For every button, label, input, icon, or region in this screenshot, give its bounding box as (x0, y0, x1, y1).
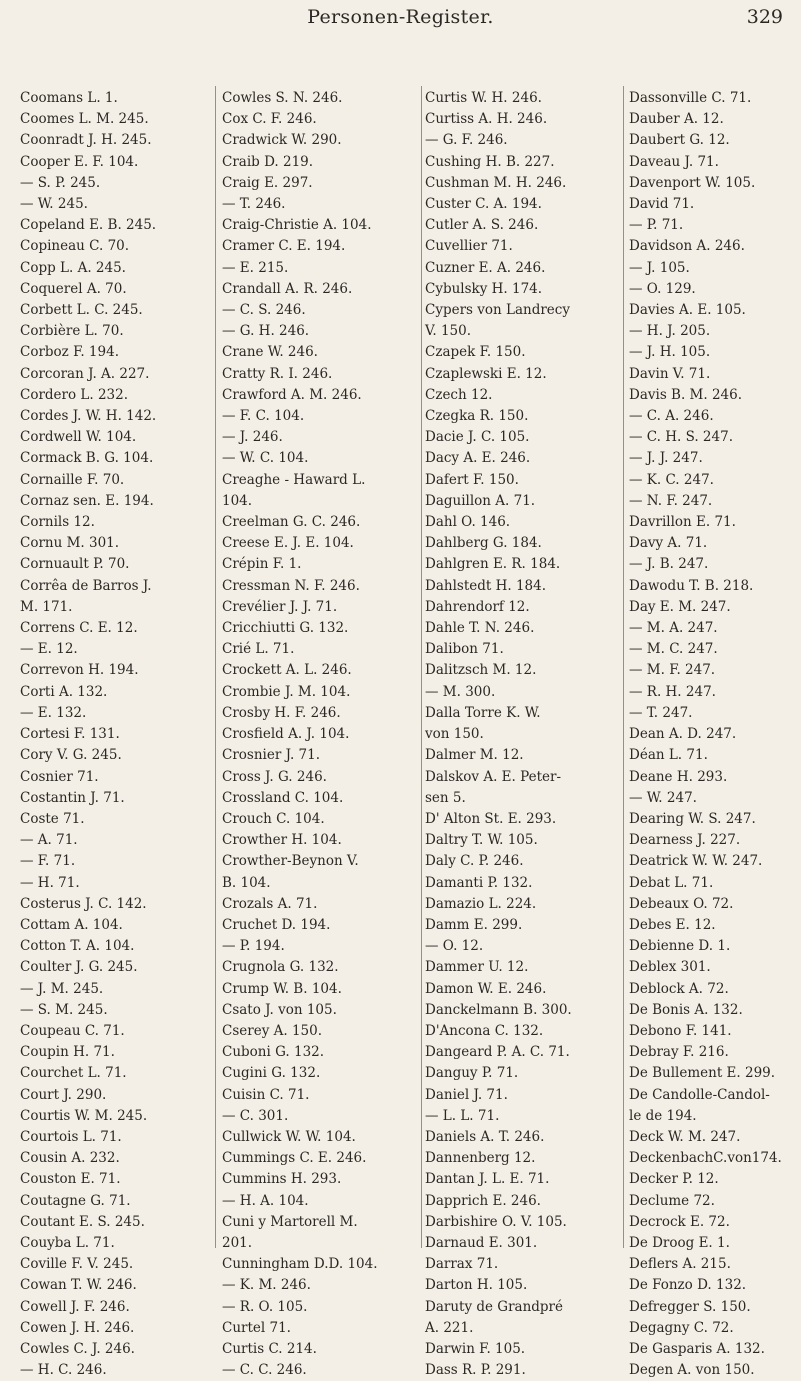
index-entry: Darbishire O. V. 105. (425, 1213, 567, 1230)
index-entry: Creelman G. C. 246. (222, 514, 361, 531)
index-entry: M. 171. (20, 598, 73, 615)
index-column-1 (20, 88, 156, 1381)
index-entry: Couyba L. 71. (20, 1234, 115, 1251)
index-entry: Crockett A. L. 246. (222, 662, 352, 679)
index-entry: — P. 194. (222, 938, 285, 955)
index-entry: — L. L. 71. (425, 1107, 500, 1124)
index-entry: — C. A. 246. (629, 408, 714, 425)
index-entry: Dapprich E. 246. (425, 1192, 541, 1209)
index-entry: — J. B. 247. (629, 556, 709, 573)
index-entry: sen 5. (425, 789, 466, 806)
index-entry: Decker P. 12. (629, 1171, 719, 1188)
index-entry: Cowan T. W. 246. (20, 1277, 137, 1294)
index-entry: Cornuault P. 70. (20, 556, 130, 573)
index-entry: Dacy A. E. 246. (425, 450, 531, 467)
index-entry: Czaplewski E. 12. (425, 365, 547, 382)
index-entry: Daly C. P. 246. (425, 853, 524, 870)
index-entry: Coutagne G. 71. (20, 1192, 131, 1209)
index-entry: Crane W. 246. (222, 344, 318, 361)
index-entry: — C. S. 246. (222, 302, 306, 319)
index-entry: Dawodu T. B. 218. (629, 577, 754, 594)
index-entry: Dantan J. L. E. 71. (425, 1171, 550, 1188)
index-entry: Crosnier J. 71. (222, 747, 321, 764)
index-entry: Cordwell W. 104. (20, 429, 137, 446)
index-entry: Czegka R. 150. (425, 408, 529, 425)
index-entry: Courtois L. 71. (20, 1128, 122, 1145)
index-entry: Daveau J. 71. (629, 153, 719, 170)
index-entry: 201. (222, 1234, 253, 1251)
index-entry: — M. 300. (425, 683, 496, 700)
index-entry: Cummins H. 293. (222, 1171, 342, 1188)
index-entry: — H. J. 205. (629, 323, 711, 340)
index-entry: Dauber A. 12. (629, 111, 724, 128)
index-entry: Cruchet D. 194. (222, 916, 331, 933)
index-entry: Copp L. A. 245. (20, 259, 126, 276)
index-entry: Corbière L. 70. (20, 323, 124, 340)
index-entry: Damazio L. 224. (425, 895, 537, 912)
index-entry: — T. 247. (629, 704, 693, 721)
index-entry: Cooper E. F. 104. (20, 153, 139, 170)
index-entry: — F. 71. (20, 853, 76, 870)
index-entry: Degagny C. 72. (629, 1319, 734, 1336)
index-entry: Dacie J. C. 105. (425, 429, 530, 446)
index-entry: — F. C. 104. (222, 408, 305, 425)
index-entry: Davies A. E. 105. (629, 302, 746, 319)
index-entry: — K. M. 246. (222, 1277, 311, 1294)
index-entry: — A. 71. (20, 832, 78, 849)
index-entry: Crosby H. F. 246. (222, 704, 341, 721)
index-entry: Cuvellier 71. (425, 238, 513, 255)
index-entry: De Candolle-Candol- (629, 1086, 770, 1103)
index-entry: Dahlberg G. 184. (425, 535, 542, 552)
index-entry: Dalskov A. E. Peter- (425, 768, 562, 785)
index-entry: Curtiss A. H. 246. (425, 111, 548, 128)
index-entry: B. 104. (222, 874, 271, 891)
index-entry: Daubert G. 12. (629, 132, 730, 149)
index-entry: Dahrendorf 12. (425, 598, 530, 615)
page-number: 329 (746, 6, 783, 28)
index-entry: — M. A. 247. (629, 620, 718, 637)
index-columns (0, 88, 801, 1379)
index-entry: Cormack B. G. 104. (20, 450, 154, 467)
index-entry: Deblex 301. (629, 959, 711, 976)
index-entry: Darwin F. 105. (425, 1340, 526, 1357)
index-entry: Cullwick W. W. 104. (222, 1128, 356, 1145)
index-entry: Coupeau C. 71. (20, 1022, 125, 1039)
index-entry: Cousin A. 232. (20, 1150, 120, 1167)
index-entry: Coomans L. 1. (20, 90, 118, 106)
index-entry: V. 150. (425, 323, 472, 340)
index-entry: Crié L. 71. (222, 641, 295, 658)
index-entry: D'Ancona C. 132. (425, 1022, 544, 1039)
index-entry: Daruty de Grandpré (425, 1298, 563, 1315)
index-entry: Dearness J. 227. (629, 832, 741, 849)
index-entry: Daniel J. 71. (425, 1086, 508, 1103)
index-entry: — O. 12. (425, 938, 484, 955)
index-entry: Coomes L. M. 245. (20, 111, 149, 128)
index-entry: Dassonville C. 71. (629, 90, 752, 106)
index-entry: — J. H. 105. (629, 344, 711, 361)
index-entry: Coonradt J. H. 245. (20, 132, 152, 149)
index-column-3 (425, 88, 615, 1381)
index-entry: Declume 72. (629, 1192, 715, 1209)
index-entry: Craib D. 219. (222, 153, 314, 170)
index-entry: Crosfield A. J. 104. (222, 726, 350, 743)
index-entry: Debeaux O. 72. (629, 895, 734, 912)
index-entry: Dalla Torre K. W. (425, 704, 541, 721)
index-entry: Davrillon E. 71. (629, 514, 736, 531)
index-entry: De Bonis A. 132. (629, 1001, 743, 1018)
index-entry: Crowther-Beynon V. (222, 853, 359, 870)
index-entry: A. 221. (425, 1319, 474, 1336)
index-entry: Courchet L. 71. (20, 1065, 127, 1082)
index-entry: Debono F. 141. (629, 1022, 732, 1039)
index-entry: — J. J. 247. (629, 450, 703, 467)
index-entry: Coste 71. (20, 810, 85, 827)
index-entry: Cushman M. H. 246. (425, 174, 567, 191)
index-entry: Crozals A. 71. (222, 895, 318, 912)
index-entry: — E. 132. (20, 704, 87, 721)
index-entry: Copineau C. 70. (20, 238, 130, 255)
index-entry: Costerus J. C. 142. (20, 895, 147, 912)
index-entry: — C. C. 246. (222, 1362, 307, 1379)
index-entry: Debienne D. 1. (629, 938, 731, 955)
index-entry: Courtis W. M. 245. (20, 1107, 148, 1124)
index-entry: Csato J. von 105. (222, 1001, 337, 1018)
index-entry: — S. P. 245. (20, 174, 101, 191)
index-entry: Damon W. E. 246. (425, 980, 547, 997)
index-entry: Cornu M. 301. (20, 535, 120, 552)
index-entry: Couston E. 71. (20, 1171, 121, 1188)
index-entry: Corcoran J. A. 227. (20, 365, 150, 382)
index-entry: Degen A. von 150. (629, 1362, 755, 1379)
index-entry: Dalitzsch M. 12. (425, 662, 537, 679)
index-entry: Craig E. 297. (222, 174, 313, 191)
index-entry: Dearing W. S. 247. (629, 810, 756, 827)
index-entry: Cowen J. H. 246. (20, 1319, 135, 1336)
index-entry: — J. M. 245. (20, 980, 104, 997)
index-entry: D' Alton St. E. 293. (425, 810, 557, 827)
index-entry: Cordero L. 232. (20, 386, 129, 403)
index-entry: Dangeard P. A. C. 71. (425, 1044, 570, 1061)
index-entry: Crugnola G. 132. (222, 959, 339, 976)
index-entry: Davis B. M. 246. (629, 386, 743, 403)
index-entry: — J. 105. (629, 259, 690, 276)
index-entry: Dannenberg 12. (425, 1150, 536, 1167)
index-entry: — M. C. 247. (629, 641, 718, 658)
index-entry: Dahl O. 146. (425, 514, 511, 531)
index-entry: Cybulsky H. 174. (425, 280, 543, 297)
index-entry: — H. A. 104. (222, 1192, 309, 1209)
index-entry: DeckenbachC.von174. (629, 1150, 782, 1167)
index-entry: — H. 71. (20, 874, 80, 891)
index-entry: Davin V. 71. (629, 365, 711, 382)
index-entry: Correvon H. 194. (20, 662, 139, 679)
index-entry: Davy A. 71. (629, 535, 708, 552)
index-entry: Cuni y Martorell M. (222, 1213, 358, 1230)
index-entry: Cotton T. A. 104. (20, 938, 135, 955)
index-entry: Cradwick W. 290. (222, 132, 342, 149)
index-entry: Cushing H. B. 227. (425, 153, 555, 170)
index-entry: Cosnier 71. (20, 768, 99, 785)
index-entry: — N. F. 247. (629, 492, 713, 509)
index-entry: Cricchiutti G. 132. (222, 620, 349, 637)
index-entry: Curtis W. H. 246. (425, 90, 542, 106)
index-entry: Danckelmann B. 300. (425, 1001, 572, 1018)
index-entry: — O. 129. (629, 280, 696, 297)
index-entry: Crandall A. R. 246. (222, 280, 353, 297)
index-entry: Cuzner E. A. 246. (425, 259, 546, 276)
index-entry: Cory V. G. 245. (20, 747, 122, 764)
index-entry: Costantin J. 71. (20, 789, 125, 806)
index-entry: — T. 246. (222, 196, 286, 213)
index-entry: De Fonzo D. 132. (629, 1277, 747, 1294)
page-header (0, 6, 801, 36)
index-entry: Crossland C. 104. (222, 789, 344, 806)
index-entry: Decrock E. 72. (629, 1213, 730, 1230)
index-entry: Curtis C. 214. (222, 1340, 317, 1357)
index-entry: Craig-Christie A. 104. (222, 217, 372, 234)
index-entry: Cypers von Landrecy (425, 302, 570, 319)
index-entry: Deblock A. 72. (629, 980, 729, 997)
index-entry: Cornaz sen. E. 194. (20, 492, 154, 509)
index-entry: Darton H. 105. (425, 1277, 528, 1294)
index-entry: — J. 246. (222, 429, 283, 446)
index-entry: Cuboni G. 132. (222, 1044, 325, 1061)
index-entry: Coquerel A. 70. (20, 280, 127, 297)
index-entry: Cramer C. E. 194. (222, 238, 346, 255)
index-entry: Dammer U. 12. (425, 959, 529, 976)
index-entry: Davidson A. 246. (629, 238, 745, 255)
index-entry: Crump W. B. 104. (222, 980, 342, 997)
index-entry: Cornils 12. (20, 514, 95, 531)
index-entry: Coutant E. S. 245. (20, 1213, 145, 1230)
index-entry: Coupin H. 71. (20, 1044, 115, 1061)
index-entry: Cratty R. I. 246. (222, 365, 333, 382)
index-entry: — H. C. 246. (20, 1362, 107, 1379)
index-entry: Cserey A. 150. (222, 1022, 322, 1039)
index-entry: Davenport W. 105. (629, 174, 756, 191)
index-entry: von 150. (425, 726, 484, 743)
index-entry: — P. 71. (629, 217, 684, 234)
index-entry: Damm E. 299. (425, 916, 523, 933)
index-entry: Cressman N. F. 246. (222, 577, 360, 594)
index-entry: Coulter J. G. 245. (20, 959, 138, 976)
index-entry: David 71. (629, 196, 695, 213)
index-entry: Deatrick W. W. 247. (629, 853, 763, 870)
index-entry: Damanti P. 132. (425, 874, 533, 891)
index-entry: Defregger S. 150. (629, 1298, 751, 1315)
running-title: Personen-Register. (307, 6, 494, 28)
index-entry: Cowles S. N. 246. (222, 90, 343, 106)
index-entry: Cornaille F. 70. (20, 471, 125, 488)
index-entry: Debat L. 71. (629, 874, 714, 891)
index-entry: — G. F. 246. (425, 132, 508, 149)
index-entry: Danguy P. 71. (425, 1065, 519, 1082)
index-entry: Corbett L. C. 245. (20, 302, 143, 319)
index-entry: Déan L. 71. (629, 747, 708, 764)
index-entry: Crowther H. 104. (222, 832, 342, 849)
index-entry: Day E. M. 247. (629, 598, 731, 615)
index-entry: Deane H. 293. (629, 768, 728, 785)
index-entry: Darnaud E. 301. (425, 1234, 538, 1251)
index-entry: De Droog E. 1. (629, 1234, 730, 1251)
index-entry: Deflers A. 215. (629, 1256, 731, 1273)
index-entry: 104. (222, 492, 253, 509)
index-entry: Daniels A. T. 246. (425, 1128, 545, 1145)
index-entry: — S. M. 245. (20, 1001, 108, 1018)
index-entry: Court J. 290. (20, 1086, 107, 1103)
index-entry: Dahlstedt H. 184. (425, 577, 546, 594)
index-entry: Debray F. 216. (629, 1044, 729, 1061)
index-entry: Dass R. P. 291. (425, 1362, 526, 1379)
index-entry: Cowell J. F. 246. (20, 1298, 130, 1315)
index-entry: Cottam A. 104. (20, 916, 123, 933)
index-entry: Dalibon 71. (425, 641, 504, 658)
index-entry: — E. 215. (222, 259, 289, 276)
index-entry: Cox C. F. 246. (222, 111, 317, 128)
index-entry: Dahlgren E. R. 184. (425, 556, 561, 573)
index-entry: Coville F. V. 245. (20, 1256, 134, 1273)
index-entry: Cross J. G. 246. (222, 768, 327, 785)
index-entry: Cowles C. J. 246. (20, 1340, 135, 1357)
index-entry: Crawford A. M. 246. (222, 386, 362, 403)
index-entry: — W. C. 104. (222, 450, 309, 467)
index-entry: — C. 301. (222, 1107, 289, 1124)
index-entry: Cordes J. W. H. 142. (20, 408, 157, 425)
index-entry: Darrax 71. (425, 1256, 499, 1273)
index-entry: Dean A. D. 247. (629, 726, 737, 743)
index-entry: De Bullement E. 299. (629, 1065, 776, 1082)
index-entry: Crépin F. 1. (222, 556, 302, 573)
index-entry: Corti A. 132. (20, 683, 108, 700)
index-entry: — R. O. 105. (222, 1298, 308, 1315)
index-entry: Crevélier J. J. 71. (222, 598, 338, 615)
index-entry: Dahle T. N. 246. (425, 620, 535, 637)
index-entry: le de 194. (629, 1107, 697, 1124)
index-entry: De Gasparis A. 132. (629, 1340, 765, 1357)
index-entry: Cuisin C. 71. (222, 1086, 310, 1103)
index-entry: Creaghe - Haward L. (222, 471, 366, 488)
index-entry: Corrêa de Barros J. (20, 577, 152, 594)
index-entry: Daguillon A. 71. (425, 492, 536, 509)
index-entry: — W. 245. (20, 196, 88, 213)
index-entry: Cunningham D.D. 104. (222, 1256, 378, 1273)
index-entry: Curtel 71. (222, 1319, 291, 1336)
index-entry: — R. H. 247. (629, 683, 716, 700)
index-entry: — C. H. S. 247. (629, 429, 733, 446)
index-entry: Correns C. E. 12. (20, 620, 138, 637)
index-entry: — G. H. 246. (222, 323, 310, 340)
index-entry: Dafert F. 150. (425, 471, 519, 488)
index-entry: Corboz F. 194. (20, 344, 119, 361)
index-entry: Czapek F. 150. (425, 344, 526, 361)
index-entry: — E. 12. (20, 641, 78, 658)
index-entry: Creese E. J. E. 104. (222, 535, 354, 552)
index-entry: — K. C. 247. (629, 471, 714, 488)
index-entry: Cutler A. S. 246. (425, 217, 539, 234)
index-entry: Cugini G. 132. (222, 1065, 321, 1082)
index-entry: Debes E. 12. (629, 916, 716, 933)
index-entry: Cortesi F. 131. (20, 726, 120, 743)
index-entry: Crouch C. 104. (222, 810, 325, 827)
index-column-4 (629, 88, 794, 1381)
index-entry: Daltry T. W. 105. (425, 832, 538, 849)
index-column-2 (222, 88, 418, 1381)
index-entry: Deck W. M. 247. (629, 1128, 741, 1145)
index-entry: Czech 12. (425, 386, 493, 403)
index-entry: Dalmer M. 12. (425, 747, 524, 764)
index-entry: Custer C. A. 194. (425, 196, 542, 213)
index-entry: Copeland E. B. 245. (20, 217, 157, 234)
index-entry: — M. F. 247. (629, 662, 716, 679)
index-entry: — W. 247. (629, 789, 697, 806)
index-entry: Crombie J. M. 104. (222, 683, 351, 700)
index-entry: Cummings C. E. 246. (222, 1150, 367, 1167)
